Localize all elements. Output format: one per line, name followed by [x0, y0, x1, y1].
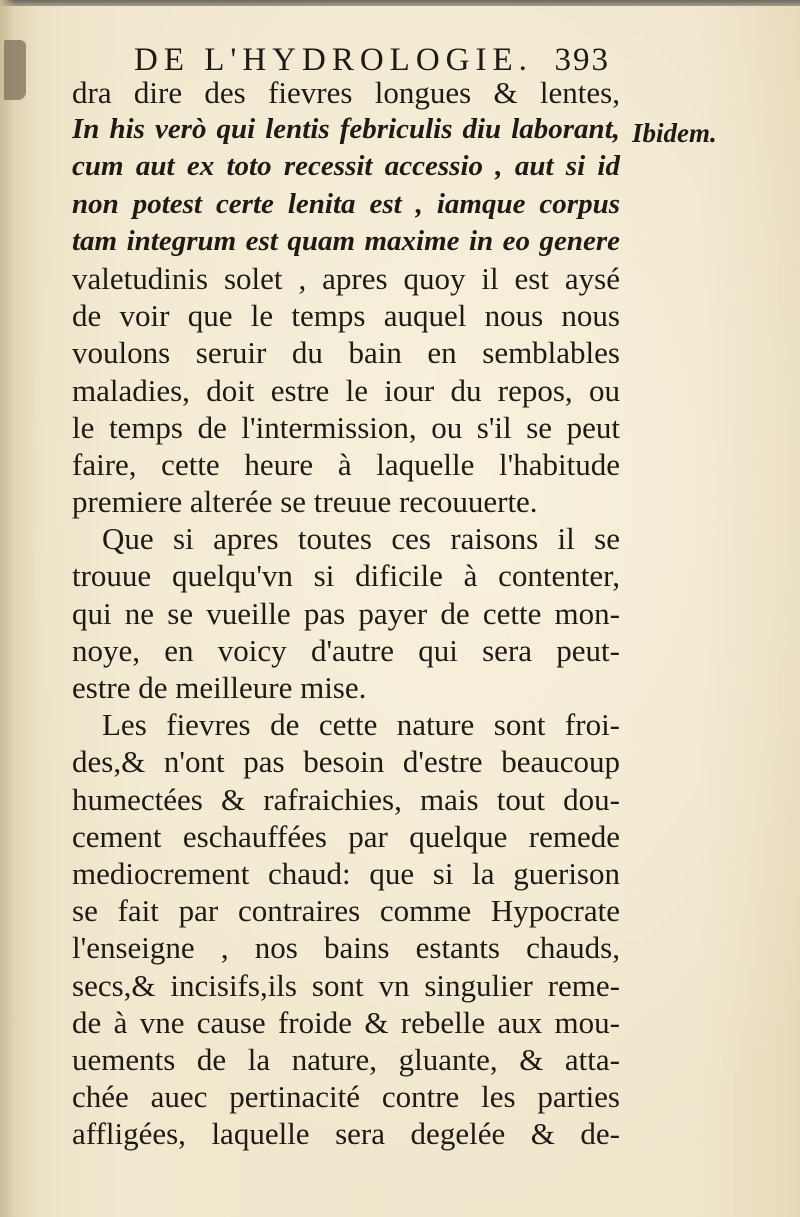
- text-line: maladies, doit estre le iour du repos, ou: [72, 372, 620, 408]
- text-line: Que si apres toutes ces raisons il se: [102, 521, 620, 557]
- text-line: de à vne cause froide & rebelle aux mou-: [72, 1004, 620, 1040]
- text-line: l'enseigne , nos bains estants chauds,: [72, 930, 620, 966]
- text-line: faire, cette heure à laquelle l'habitude: [72, 446, 620, 482]
- text-line: chée auec pertinacité contre les parties: [72, 1079, 620, 1115]
- text-line: voulons seruir du bain en semblables: [72, 335, 620, 371]
- text-line: noye, en voicy d'autre qui sera peut-: [72, 632, 620, 668]
- body-text: [72, 74, 620, 1152]
- page-number: 393: [554, 42, 610, 78]
- text-line: trouue quelqu'vn si dificile à contenter,: [72, 558, 620, 594]
- text-line: le temps de l'intermission, ou s'il se peut: [72, 409, 620, 445]
- text-line: secs,& incisifs,ils sont vn singulier reme-: [72, 967, 620, 1003]
- text-line: estre de meilleure mise.: [72, 670, 367, 705]
- text-line: de voir que le temps auquel nous nous: [72, 298, 620, 334]
- text-line: valetudinis solet , apres quoy il est aysé: [72, 260, 620, 296]
- page-gutter: [0, 0, 14, 1217]
- text-line: cement eschauffées par quelque remede: [72, 818, 620, 854]
- text-line: cum aut ex toto recessit accessio , aut si id: [72, 150, 620, 183]
- text-line: Les fievres de cette nature sont froi-: [102, 707, 620, 743]
- text-line: In his verò qui lentis febriculis diu laborant,: [72, 113, 620, 146]
- text-line: uements de la nature, gluante, & atta-: [72, 1041, 620, 1077]
- ribbon-tab: [4, 40, 26, 100]
- text-line: qui ne se vueille pas payer de cette mon-: [72, 595, 620, 631]
- margin-note: Ibidem.: [632, 118, 717, 148]
- text-line: affligées, laquelle sera degelée & de-: [72, 1116, 620, 1152]
- text-line: dra dire des fievres longues & lentes,: [72, 75, 620, 110]
- text-line: humectées & rafraichies, mais tout dou-: [72, 781, 620, 817]
- page-top-edge: [0, 0, 800, 6]
- text-line: mediocrement chaud: que si la guerison: [72, 855, 620, 891]
- text-line: non potest certe lenita est , iamque corpus: [72, 187, 620, 220]
- text-line: tam integrum est quam maxime in eo genere: [72, 224, 620, 257]
- text-line: se fait par contraires comme Hypocrate: [72, 893, 620, 929]
- text-line: des,& n'ont pas besoin d'estre beaucoup: [72, 744, 620, 780]
- running-title: DE L'HYDROLOGIE.: [134, 42, 533, 78]
- text-line: premiere alterée se treuue recouuerte.: [72, 484, 538, 520]
